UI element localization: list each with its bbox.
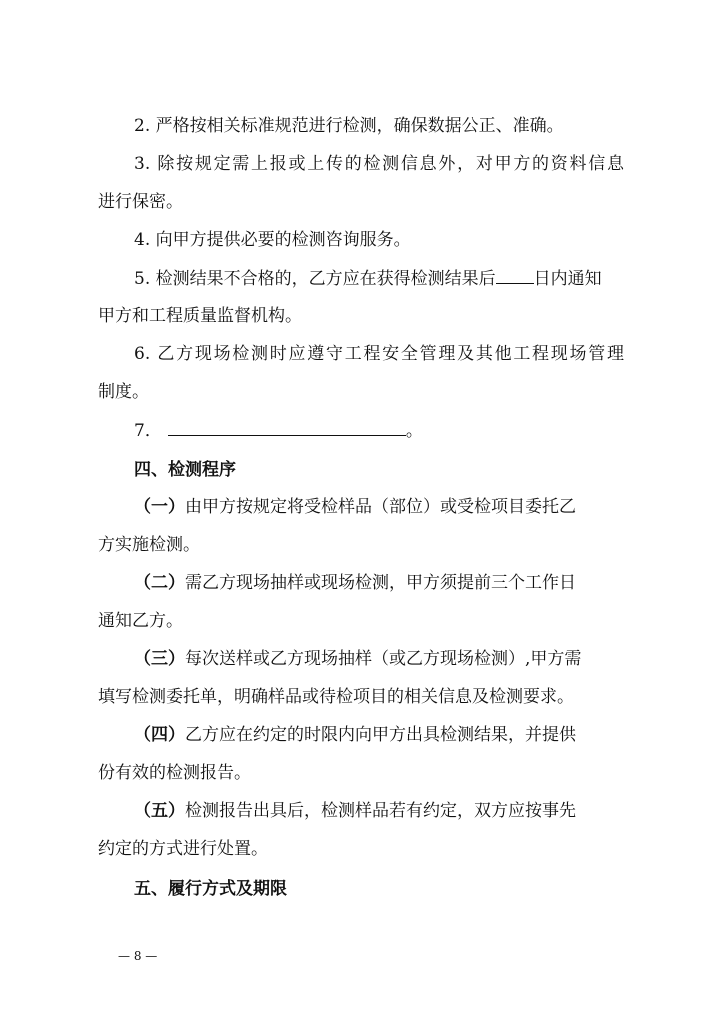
procedure-4-number: （四） xyxy=(134,725,185,745)
clause-item-5-text-b: 日内通知 xyxy=(533,269,602,289)
section-5-heading: 五、履行方式及期限 xyxy=(134,879,287,899)
procedure-5-text: 检测报告出具后，检测样品若有约定，双方应按事先 xyxy=(185,801,576,821)
clause-item-7-number: 7． xyxy=(134,421,162,441)
procedure-5-line-2: 约定的方式进行处置。 xyxy=(98,839,268,859)
procedure-5-line-1 xyxy=(134,800,576,822)
clause-item-5-line-1 xyxy=(134,267,602,290)
section-4-heading: 四、检测程序 xyxy=(134,460,236,480)
clause-item-6-line-1: 6. 乙方现场检测时应遵守工程安全管理及其他工程现场管理 xyxy=(134,344,624,364)
procedure-2-number: （二） xyxy=(134,573,185,593)
clause-item-7 xyxy=(134,419,423,442)
procedure-3-number: （三） xyxy=(134,649,185,669)
page-number: — 8 — xyxy=(118,949,158,963)
procedure-2-line-1 xyxy=(134,572,576,594)
clause-item-6-line-2: 制度。 xyxy=(98,382,149,402)
clause-item-5-text-a: 5. 检测结果不合格的，乙方应在获得检测结果后 xyxy=(134,269,496,289)
procedure-4-line-2: 份有效的检测报告。 xyxy=(98,763,251,783)
days-blank-field xyxy=(496,267,534,284)
procedure-4-line-1 xyxy=(134,724,576,746)
procedure-3-text: 每次送样或乙方现场抽样（或乙方现场检测）,甲方需 xyxy=(185,649,582,669)
clause-item-2: 2. 严格按相关标准规范进行检测，确保数据公正、准确。 xyxy=(134,116,564,136)
procedure-1-number: （一） xyxy=(134,497,185,517)
clause-item-7-period: 。 xyxy=(405,421,423,441)
procedure-1-text: 由甲方按规定将受检样品（部位）或受检项目委托乙 xyxy=(185,497,576,517)
clause-item-3-line-1: 3. 除按规定需上报或上传的检测信息外，对甲方的资料信息 xyxy=(134,154,624,174)
procedure-4-text: 乙方应在约定的时限内向甲方出具检测结果，并提供 xyxy=(185,725,576,745)
clause-item-4: 4. 向甲方提供必要的检测咨询服务。 xyxy=(134,230,411,250)
procedure-1-line-2: 方实施检测。 xyxy=(98,535,200,555)
procedure-5-number: （五） xyxy=(134,801,185,821)
procedure-3-line-2: 填写检测委托单，明确样品或待检项目的相关信息及检测要求。 xyxy=(98,687,574,707)
procedure-3-line-1 xyxy=(134,648,581,670)
procedure-2-text: 需乙方现场抽样或现场检测，甲方须提前三个工作日 xyxy=(185,573,576,593)
procedure-1-line-1 xyxy=(134,496,576,518)
clause-item-3-line-2: 进行保密。 xyxy=(98,192,183,212)
item-7-blank-field xyxy=(168,419,406,436)
clause-item-5-line-2: 甲方和工程质量监督机构。 xyxy=(98,306,302,326)
procedure-2-line-2: 通知乙方。 xyxy=(98,611,183,631)
